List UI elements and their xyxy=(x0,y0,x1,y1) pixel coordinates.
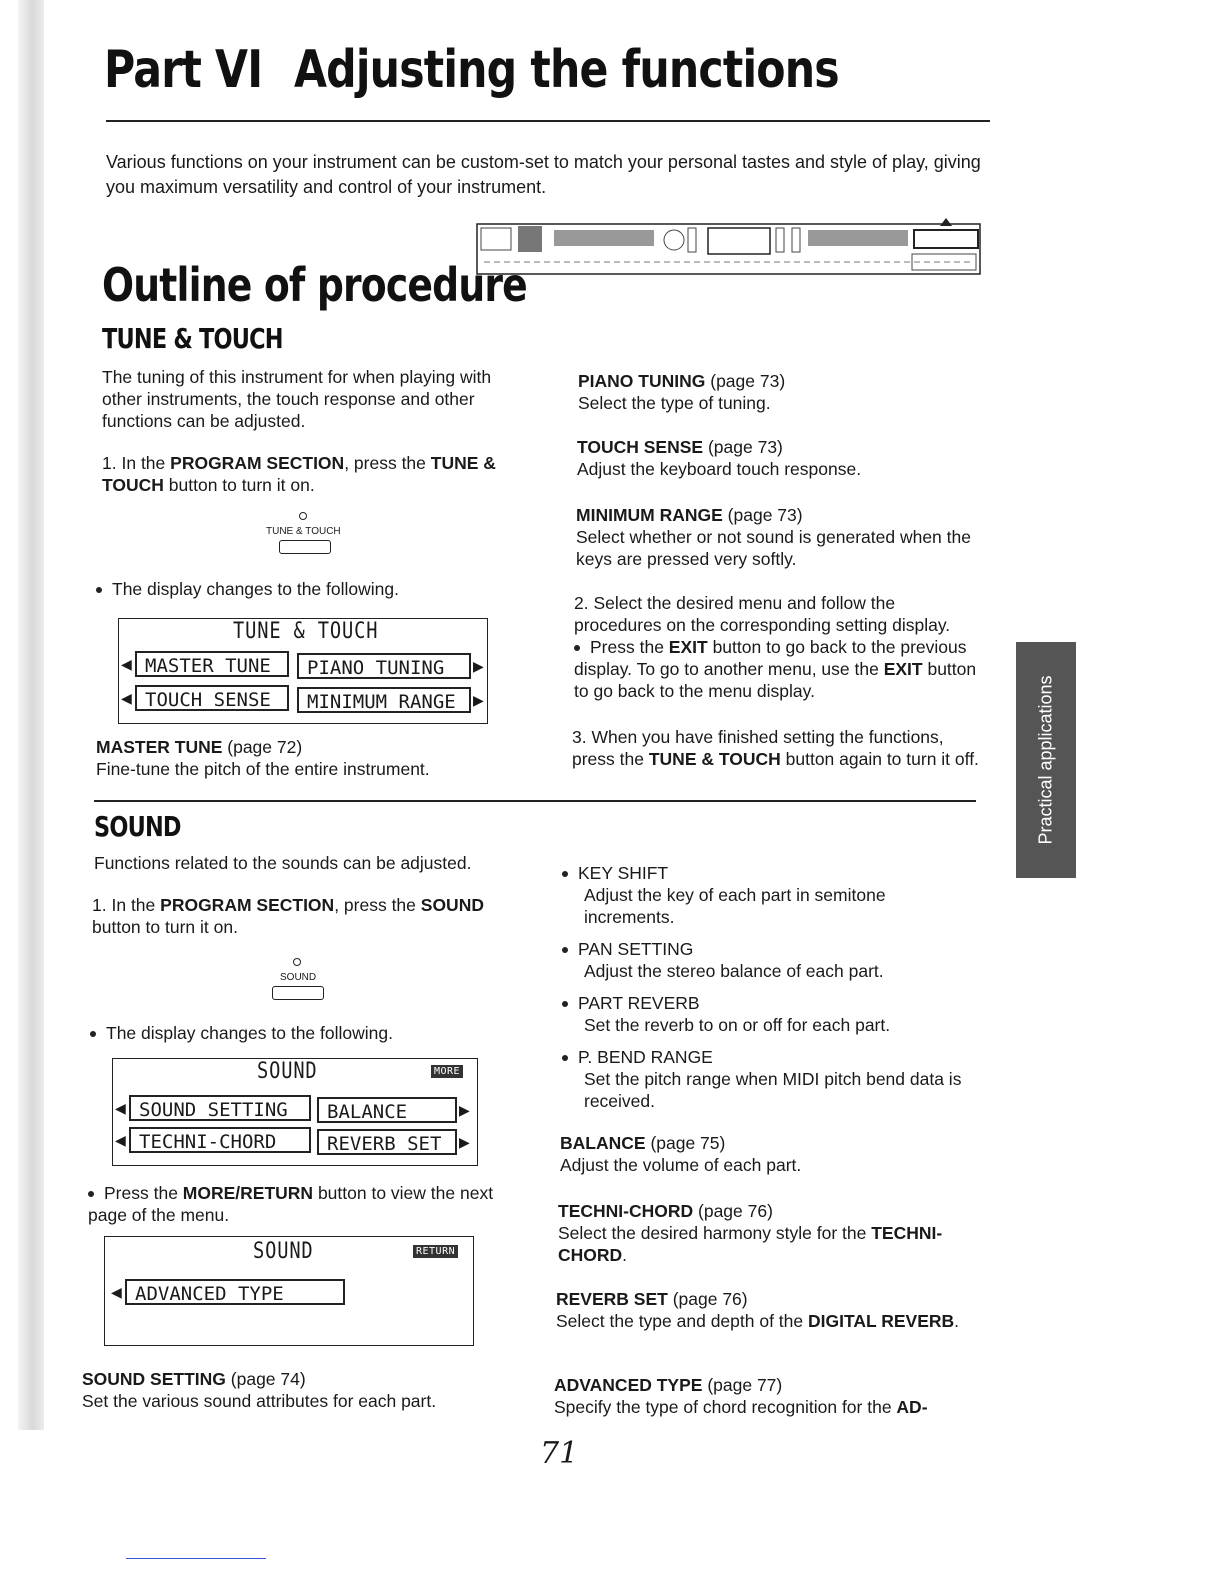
lcd-button-techni-chord[interactable]: TECHNI-CHORD xyxy=(129,1127,311,1153)
more-return-note xyxy=(88,1182,508,1226)
bullet-icon xyxy=(562,1055,568,1061)
entry-desc: Specify the type of chord recognition for the xyxy=(554,1397,897,1417)
note-bold: MORE/RETURN xyxy=(182,1183,314,1203)
step-text: button again to turn it off. xyxy=(780,749,979,769)
entry-name: BALANCE xyxy=(560,1133,646,1153)
entry-page: (page 73) xyxy=(727,505,803,525)
step-text: button to go back to the menu display. xyxy=(574,659,977,701)
intro-paragraph: Various functions on your instrument can be custom-set to match your personal tastes and style of play, giving you maximum versatility and control of your instrument. xyxy=(106,152,981,197)
balance-entry xyxy=(560,1132,970,1176)
lcd-button-sound-setting[interactable]: SOUND SETTING xyxy=(129,1095,311,1121)
step-bold: PROGRAM SECTION xyxy=(160,895,335,915)
note-text: Press the xyxy=(104,1183,183,1203)
step-number: 1. xyxy=(102,453,117,473)
entry-page: (page 72) xyxy=(227,737,303,757)
entry-name: TOUCH SENSE xyxy=(577,437,704,457)
sound-setting-entry xyxy=(82,1368,502,1412)
lcd-button-reverb-set[interactable]: REVERB SET xyxy=(317,1129,457,1155)
entry-desc: Adjust the keyboard touch response. xyxy=(577,459,862,479)
step-bold: PROGRAM SECTION xyxy=(170,453,345,473)
page-title: Adjusting the functions xyxy=(294,40,839,100)
reverb-set-entry xyxy=(556,1288,968,1332)
entry-desc: Fine-tune the pitch of the entire instrument. xyxy=(96,759,430,779)
bullet-icon xyxy=(88,1191,94,1197)
entry-desc: . xyxy=(622,1245,628,1265)
lcd-more-tag: MORE xyxy=(431,1065,463,1078)
step-text: In the xyxy=(121,453,171,473)
step-bold: TUNE & TOUCH xyxy=(648,749,781,769)
entry-desc: Select the desired harmony style for the xyxy=(558,1223,872,1243)
step-number: 2. xyxy=(574,593,589,613)
title-rule xyxy=(106,120,990,122)
step-bold: TUNE & TOUCH xyxy=(102,453,496,495)
entry-name: KEY SHIFT xyxy=(578,863,669,883)
led-indicator-icon xyxy=(293,958,301,966)
tune-touch-button-icon xyxy=(279,540,331,554)
lcd-sound-page-1 xyxy=(112,1058,478,1166)
entry-name: ADVANCED TYPE xyxy=(554,1375,703,1395)
lcd-title: TUNE & TOUCH xyxy=(233,619,379,644)
key-shift-entry xyxy=(562,862,972,928)
entry-name: PART REVERB xyxy=(578,993,700,1013)
step-text: In the xyxy=(111,895,161,915)
led-indicator-icon xyxy=(299,512,307,520)
entry-name: MASTER TUNE xyxy=(96,737,223,757)
sound-button-icon xyxy=(272,986,324,1000)
step-number: 1. xyxy=(92,895,107,915)
entry-name: PIANO TUNING xyxy=(578,371,706,391)
step-bold: EXIT xyxy=(668,637,708,657)
pan-setting-entry xyxy=(562,938,972,982)
entry-bold: DIGITAL REVERB xyxy=(808,1311,955,1331)
bullet-icon xyxy=(562,871,568,877)
techni-chord-entry xyxy=(558,1200,970,1266)
entry-page: (page 74) xyxy=(230,1369,306,1389)
entry-desc: Select the type and depth of the xyxy=(556,1311,808,1331)
bullet-icon xyxy=(562,947,568,953)
step-text: button to turn it on. xyxy=(163,475,315,495)
tune-touch-step-2 xyxy=(574,592,984,702)
advanced-type-entry xyxy=(554,1374,968,1418)
bullet-icon xyxy=(90,1031,96,1037)
step-text: When you have finished setting the functions, press the xyxy=(572,727,944,769)
step-bold: EXIT xyxy=(883,659,923,679)
entry-bold: AD- xyxy=(896,1397,928,1417)
right-arrow-icon: ▶ xyxy=(473,658,484,674)
note-text: button to view the next page of the menu. xyxy=(88,1183,494,1225)
entry-page: (page 76) xyxy=(698,1201,773,1221)
entry-page: (page 76) xyxy=(672,1289,748,1309)
entry-desc: Adjust the volume of each part. xyxy=(560,1155,802,1175)
display-note-text: The display changes to the following. xyxy=(106,1023,393,1043)
touch-sense-entry xyxy=(577,436,987,480)
step-bold: SOUND xyxy=(420,895,484,915)
entry-name: REVERB SET xyxy=(556,1289,668,1309)
step-text: button to go back to the previous display. To go to another menu, use the xyxy=(574,637,967,679)
left-arrow-icon: ◀ xyxy=(115,1100,126,1116)
display-note xyxy=(96,578,399,600)
lcd-button-touch-sense[interactable]: TOUCH SENSE xyxy=(135,685,289,711)
page-binding-shadow xyxy=(18,0,44,1430)
entry-page: (page 77) xyxy=(707,1375,783,1395)
entry-page: (page 73) xyxy=(710,371,786,391)
entry-bold: TECHNI-CHORD xyxy=(558,1223,943,1265)
entry-desc: Adjust the key of each part in semitone increments. xyxy=(584,885,886,927)
control-panel-illustration xyxy=(476,218,982,276)
entry-name: TECHNI-CHORD xyxy=(558,1201,694,1221)
side-tab-label: Practical applications xyxy=(1035,675,1056,845)
lcd-button-balance[interactable]: BALANCE xyxy=(317,1097,457,1123)
display-note-text: The display changes to the following. xyxy=(112,579,399,599)
panel-button-label: TUNE & TOUCH xyxy=(266,526,341,537)
left-arrow-icon: ◀ xyxy=(111,1284,122,1300)
page-number: 71 xyxy=(540,1436,579,1471)
step-text: button to turn it on. xyxy=(92,917,238,937)
tune-touch-description: The tuning of this instrument for when playing with other instruments, the touch response and other functions can be adjusted. xyxy=(102,367,492,431)
step-text: Select the desired menu and follow the procedures on the corresponding setting display. xyxy=(574,593,951,635)
entry-desc: Select the type of tuning. xyxy=(578,393,771,413)
tune-touch-step-3 xyxy=(572,726,982,770)
lcd-sound-page-2 xyxy=(104,1236,474,1346)
lcd-button-piano-tuning[interactable]: PIANO TUNING xyxy=(297,653,471,679)
bend-range-entry xyxy=(562,1046,972,1112)
step-text: , press the xyxy=(344,453,431,473)
entry-desc: Set the various sound attributes for each part. xyxy=(82,1391,437,1411)
entry-page: (page 75) xyxy=(650,1133,726,1153)
lcd-button-minimum-range[interactable]: MINIMUM RANGE xyxy=(297,687,471,713)
entry-desc: Set the pitch range when MIDI pitch bend data is received. xyxy=(584,1069,962,1111)
bullet-icon xyxy=(96,587,102,593)
panel-button-label: SOUND xyxy=(280,972,317,983)
right-arrow-icon: ▶ xyxy=(459,1102,470,1118)
bottom-link-underline xyxy=(126,1558,266,1559)
section-title-outline: Outline of procedure xyxy=(102,258,527,312)
entry-desc: Adjust the stereo balance of each part. xyxy=(584,961,884,981)
bullet-icon xyxy=(562,1001,568,1007)
master-tune-entry xyxy=(96,736,516,780)
entry-name: MINIMUM RANGE xyxy=(576,505,723,525)
left-arrow-icon: ◀ xyxy=(121,656,132,672)
entry-name: P. BEND RANGE xyxy=(578,1047,713,1067)
entry-desc: Select whether or not sound is generated when the keys are pressed very softly. xyxy=(576,527,971,569)
sound-step-1 xyxy=(92,894,502,938)
step-text: Press the xyxy=(590,637,669,657)
part-reverb-entry xyxy=(562,992,972,1036)
heading-tune-touch: TUNE & TOUCH xyxy=(102,322,283,355)
right-arrow-icon: ▶ xyxy=(473,692,484,708)
step-text: , press the xyxy=(334,895,421,915)
lcd-title: SOUND xyxy=(253,1239,314,1264)
lcd-button-master-tune[interactable]: MASTER TUNE xyxy=(135,651,289,677)
entry-desc: Set the reverb to on or off for each part. xyxy=(584,1015,891,1035)
sound-description: Functions related to the sounds can be adjusted. xyxy=(94,853,472,873)
entry-page: (page 73) xyxy=(707,437,783,457)
entry-name: PAN SETTING xyxy=(578,939,694,959)
left-arrow-icon: ◀ xyxy=(115,1132,126,1148)
part-label: Part VI xyxy=(104,40,263,100)
display-note xyxy=(90,1022,393,1044)
side-tab-practical-applications xyxy=(1016,642,1076,878)
minimum-range-entry xyxy=(576,504,988,570)
piano-tuning-entry xyxy=(578,370,988,414)
heading-sound: SOUND xyxy=(94,810,181,843)
lcd-return-tag: RETURN xyxy=(413,1245,458,1258)
left-arrow-icon: ◀ xyxy=(121,690,132,706)
entry-name: SOUND SETTING xyxy=(82,1369,226,1389)
tune-touch-step-1 xyxy=(102,452,516,496)
section-divider xyxy=(94,800,976,802)
step-number: 3. xyxy=(572,727,587,747)
lcd-tune-touch xyxy=(118,618,488,724)
right-arrow-icon: ▶ xyxy=(459,1134,470,1150)
entry-desc: . xyxy=(954,1311,960,1331)
bullet-icon xyxy=(574,645,580,651)
lcd-title: SOUND xyxy=(257,1059,318,1084)
lcd-button-advanced-type[interactable]: ADVANCED TYPE xyxy=(125,1279,345,1305)
